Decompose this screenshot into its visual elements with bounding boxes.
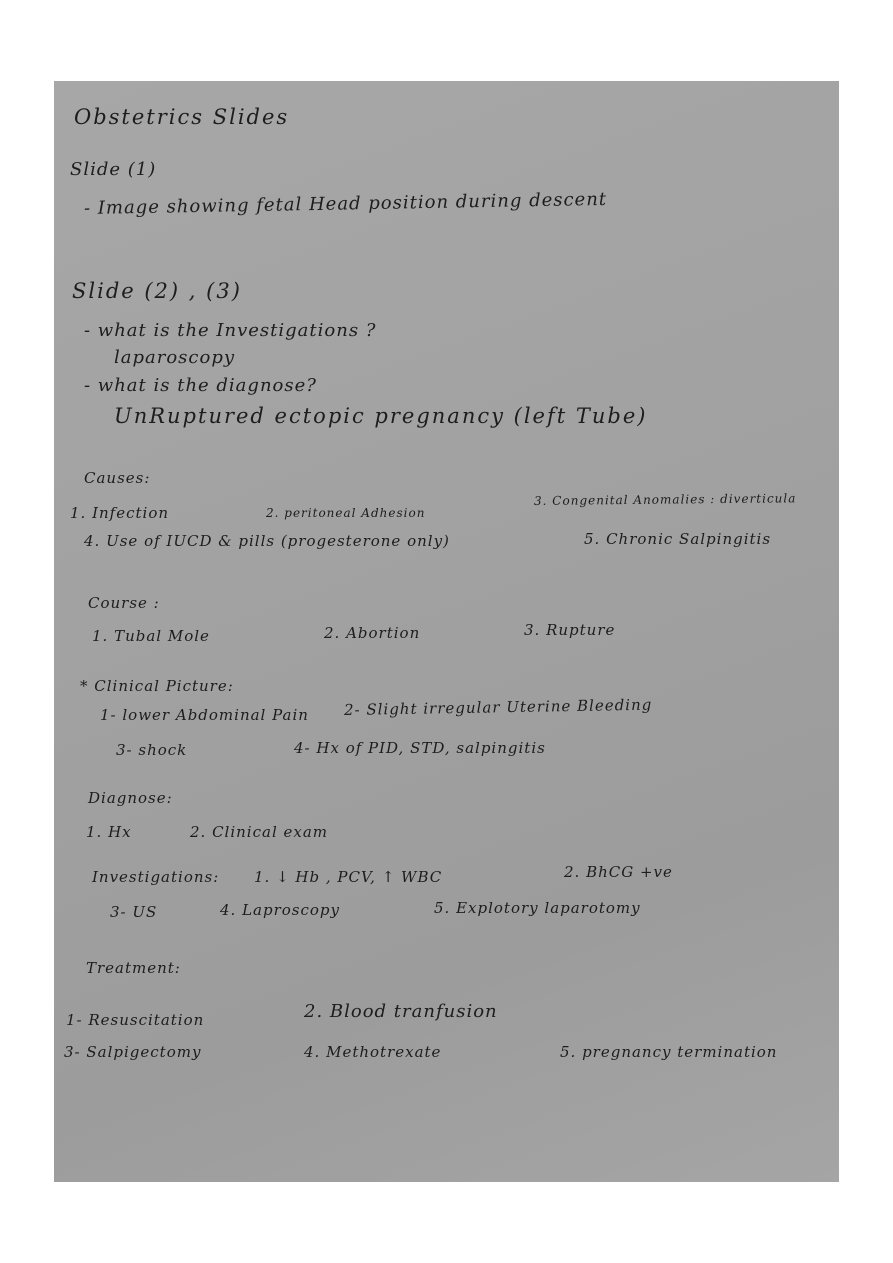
course-item: 1. Tubal Mole <box>92 627 210 645</box>
course-heading: Course : <box>88 594 160 612</box>
treatment-item: 2. Blood tranfusion <box>304 1001 498 1022</box>
investigations-item: 1. ↓ Hb , PCV, ↑ WBC <box>254 868 443 886</box>
treatment-item: 1- Resuscitation <box>66 1011 205 1029</box>
treatment-item: 4. Methotrexate <box>304 1043 442 1061</box>
clinical-item: 2- Slight irregular Uterine Bleeding <box>343 695 653 719</box>
causes-item: 1. Infection <box>70 504 170 522</box>
treatment-item: 3- Salpigectomy <box>64 1043 202 1061</box>
clinical-item: 3- shock <box>116 741 188 759</box>
investigations-label: Investigations: <box>92 868 220 886</box>
clinical-item: 4- Hx of PID, STD, salpingitis <box>294 739 546 757</box>
investigations-item: 4. Laproscopy <box>220 901 340 919</box>
investigations-item: 2. BhCG +ve <box>564 863 673 881</box>
slide23-answer-2: UnRuptured ectopic pregnancy (left Tube) <box>114 404 648 428</box>
investigations-item: 3- US <box>110 903 158 921</box>
causes-item: 4. Use of IUCD & pills (progesterone only) <box>84 532 450 550</box>
diagnose-item: 1. Hx <box>86 823 132 841</box>
causes-item: 5. Chronic Salpingitis <box>584 530 772 548</box>
investigations-item: 5. Explotory laparotomy <box>434 899 641 917</box>
slide1-heading: Slide (1) <box>70 159 157 180</box>
clinical-heading: * Clinical Picture: <box>80 677 234 695</box>
diagnose-item: 2. Clinical exam <box>190 823 329 841</box>
treatment-item: 5. pregnancy termination <box>560 1043 778 1061</box>
slide23-question-2: - what is the diagnose? <box>84 375 317 396</box>
slide23-heading: Slide (2) , (3) <box>72 279 242 303</box>
treatment-heading: Treatment: <box>86 959 181 977</box>
page-title: Obstetrics Slides <box>74 105 290 129</box>
slide23-answer-1: laparoscopy <box>114 347 236 368</box>
course-item: 2. Abortion <box>324 624 421 642</box>
causes-item: 3. Congenital Anomalies : diverticula <box>533 491 797 508</box>
slide1-line: - Image showing fetal Head position during descent <box>83 188 608 219</box>
handwritten-page <box>54 81 839 1182</box>
diagnose-heading: Diagnose: <box>88 789 173 807</box>
clinical-item: 1- lower Abdominal Pain <box>100 706 309 724</box>
course-item: 3. Rupture <box>524 621 616 639</box>
slide23-question-1: - what is the Investigations ? <box>84 320 377 341</box>
causes-heading: Causes: <box>84 469 151 487</box>
causes-item: 2. peritoneal Adhesion <box>266 506 426 520</box>
